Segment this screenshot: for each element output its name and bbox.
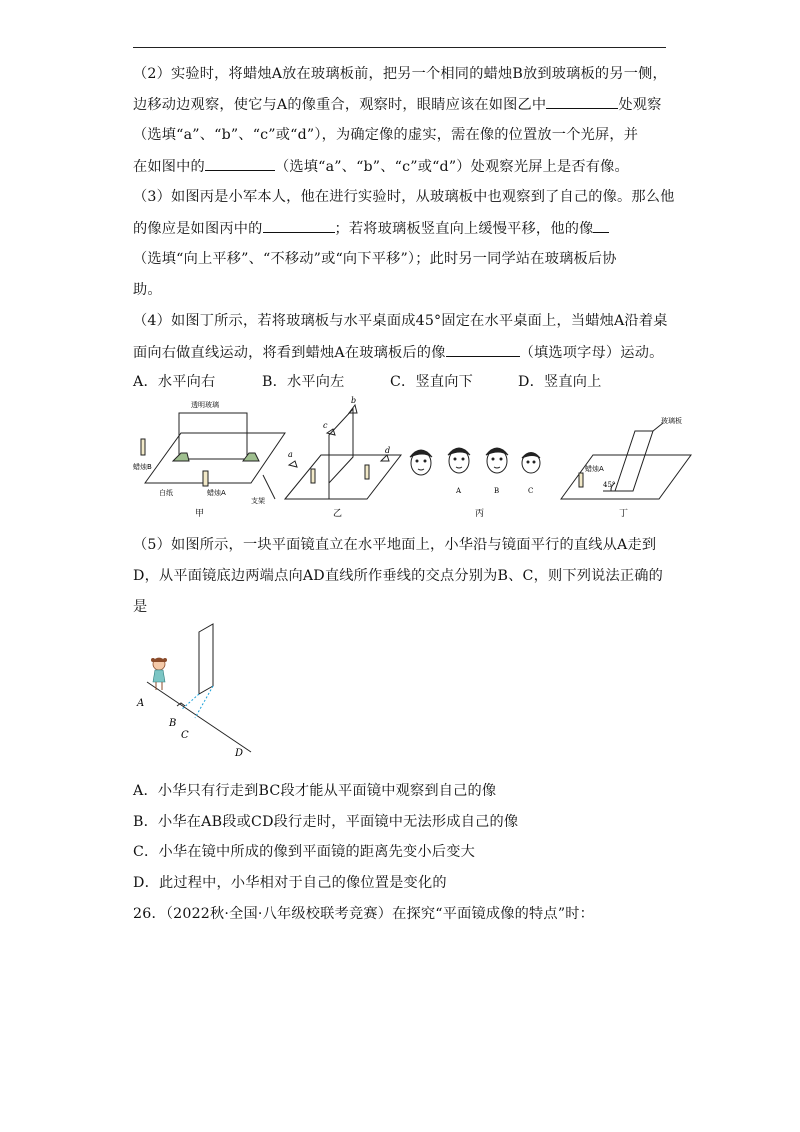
girl-figure bbox=[151, 658, 167, 690]
bing-label-b: B bbox=[494, 487, 500, 495]
part4-option-a[interactable]: A．水平向右 bbox=[133, 374, 216, 390]
answer-blank-1[interactable] bbox=[546, 94, 618, 109]
part4-line1: （4）如图丁所示，若将玻璃板与水平桌面成45°固定在水平桌面上，当蜡烛A沿着桌 bbox=[133, 313, 668, 329]
bing-caption: 丙 bbox=[475, 509, 485, 519]
part2-line3: （选填“a”、“b”、“c”或“d”），为确定像的虚实，需在像的位置放一个光屏，并 bbox=[133, 127, 639, 143]
ding-caption: 丁 bbox=[619, 509, 629, 519]
jia-candle-b-label: 蜡烛B bbox=[133, 463, 152, 471]
part4-option-d[interactable]: D．竖直向上 bbox=[518, 374, 602, 390]
part5-line1: （5）如图所示，一块平面镜直立在水平地面上，小华沿与镜面平行的直线从A走到 bbox=[133, 537, 657, 553]
yi-candle-b bbox=[365, 465, 369, 479]
plane-mirror bbox=[199, 624, 213, 694]
bing-face-b bbox=[486, 448, 508, 473]
part2-line4-a: 在如图中的 bbox=[133, 159, 205, 175]
yi-label-b: b bbox=[351, 396, 357, 405]
mirror-walk-svg bbox=[133, 620, 263, 760]
bing-face-a bbox=[448, 448, 470, 473]
part2-line2-a: 边移动边观察，使它与A的像重合，观察时，眼睛应该在如图乙中 bbox=[133, 97, 547, 113]
part4-option-b[interactable]: B．水平向左 bbox=[262, 374, 345, 390]
yi-label-d: d bbox=[385, 446, 391, 455]
jia-stand-right bbox=[243, 453, 259, 461]
jia-candle-b bbox=[141, 439, 145, 455]
ding-glass bbox=[615, 431, 653, 491]
jia-stand-pointer bbox=[263, 475, 275, 499]
part2-line1: （2）实验时，将蜡烛A放在玻璃板前，把另一个相同的蜡烛B放到玻璃板的另一侧， bbox=[133, 66, 667, 82]
yi-label-a: a bbox=[288, 450, 293, 459]
figure-jia bbox=[141, 413, 285, 499]
bing-face-original bbox=[410, 450, 432, 475]
yi-label-c: c bbox=[323, 421, 328, 430]
yi-candle-a bbox=[311, 469, 315, 483]
figure-yi bbox=[285, 405, 401, 499]
bing-label-a: A bbox=[456, 487, 462, 495]
part4-line2 bbox=[133, 342, 663, 363]
figure-bing bbox=[410, 448, 540, 475]
jia-paper-label: 白纸 bbox=[159, 489, 173, 497]
point-b-label: B bbox=[169, 718, 177, 729]
part5-line3: 是 bbox=[133, 599, 148, 615]
yi-glass bbox=[329, 409, 353, 483]
yi-eye-d bbox=[381, 455, 389, 461]
figures-row bbox=[133, 395, 693, 520]
jia-caption: 甲 bbox=[195, 509, 205, 519]
point-c-label: C bbox=[181, 730, 189, 741]
jia-glass-label: 透明玻璃 bbox=[191, 401, 219, 409]
part5-option-c[interactable]: C．小华在镜中所成的像到平面镜的距离先变小后变大 bbox=[133, 844, 475, 860]
part2-line4 bbox=[133, 156, 629, 177]
part3-line2-a: 的像应是如图丙中的 bbox=[133, 221, 263, 237]
part2-line4-b: （选填“a”、“b”、“c”或“d”）处观察光屏上是否有像。 bbox=[274, 159, 629, 175]
jia-stand-label: 支架 bbox=[251, 497, 265, 505]
point-d-label: D bbox=[235, 748, 244, 759]
top-rule bbox=[133, 47, 666, 48]
ding-glass-label: 玻璃板 bbox=[661, 417, 682, 425]
yi-eye-c bbox=[327, 429, 335, 435]
part3-line4: 助。 bbox=[133, 282, 162, 298]
part5-option-d[interactable]: D．此过程中，小华相对于自己的像位置是变化的 bbox=[133, 875, 447, 891]
ding-candle-a bbox=[579, 473, 583, 487]
part3-line1: （3）如图丙是小军本人，他在进行实验时，从玻璃板中也观察到了自己的像。那么他 bbox=[133, 189, 675, 205]
yi-caption: 乙 bbox=[333, 509, 343, 519]
answer-blank-2[interactable] bbox=[205, 156, 275, 171]
figures-svg bbox=[133, 395, 693, 520]
part4-line2-a: 面向右做直线运动，将看到蜡烛A在玻璃板后的像 bbox=[133, 345, 446, 361]
answer-blank-4[interactable] bbox=[593, 218, 609, 233]
bing-face-c bbox=[522, 453, 540, 474]
figure-mirror-walk bbox=[133, 620, 263, 760]
part2-line2 bbox=[133, 94, 661, 115]
part4-line2-b: （填选项字母）运动。 bbox=[519, 345, 664, 361]
ding-angle-label: 45° bbox=[603, 481, 616, 489]
answer-blank-5[interactable] bbox=[446, 342, 520, 357]
part3-line2 bbox=[133, 218, 609, 239]
part3-line2-b: ；若将玻璃板竖直向上缓慢平移，他的像 bbox=[334, 221, 594, 237]
part4-option-c[interactable]: C．竖直向下 bbox=[390, 374, 473, 390]
part5-option-b[interactable]: B．小华在AB段或CD段行走时，平面镜中无法形成自己的像 bbox=[133, 814, 519, 830]
point-a-label: A bbox=[137, 698, 145, 709]
part3-line3: （选填“向上平移”、“不移动”或“向下平移”）；此时另一同学站在玻璃板后协 bbox=[133, 251, 617, 267]
yi-eye-a bbox=[289, 461, 297, 467]
question-26: 26．（2022秋·全国·八年级校联考竞赛）在探究“平面镜成像的特点”时： bbox=[133, 906, 595, 922]
part5-line2: D，从平面镜底边两端点向AD直线所作垂线的交点分别为B、C，则下列说法正确的 bbox=[133, 568, 664, 584]
bing-label-c: C bbox=[528, 487, 534, 495]
jia-stand-left bbox=[173, 453, 189, 461]
part2-line2-b: 处观察 bbox=[618, 97, 662, 113]
jia-glass bbox=[179, 413, 247, 459]
figure-ding bbox=[561, 423, 691, 499]
jia-candle-a bbox=[203, 471, 208, 486]
part5-option-a[interactable]: A．小华只有行走到BC段才能从平面镜中观察到自己的像 bbox=[133, 783, 497, 799]
yi-table bbox=[285, 455, 401, 499]
jia-paper bbox=[145, 433, 285, 483]
jia-candle-a-label: 蜡烛A bbox=[207, 489, 226, 497]
ding-candle-a-label: 蜡烛A bbox=[585, 465, 604, 473]
perpendicular-b bbox=[181, 694, 199, 710]
answer-blank-3[interactable] bbox=[263, 218, 335, 233]
